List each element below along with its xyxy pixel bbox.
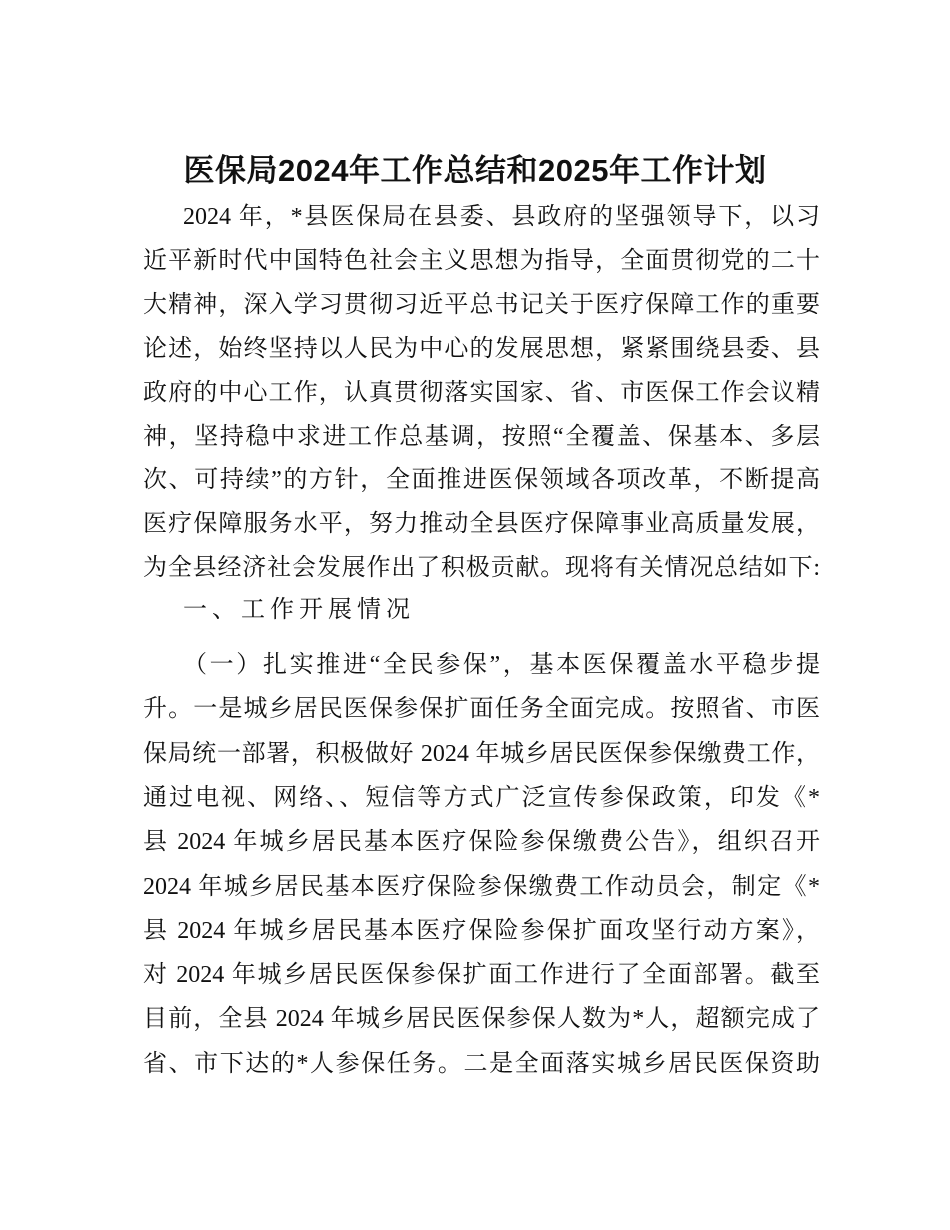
text-line: 县 2024 年城乡居民基本医疗保险参保缴费公告》，组织召开 [143, 829, 820, 855]
text-line: 保局统一部署，积极做好 2024 年城乡居民医保参保缴费工作， [143, 741, 820, 767]
text-line: 论述，始终坚持以人民为中心的发展思想，紧紧围绕县委、县 [143, 336, 820, 362]
text-line: 大精神，深入学习贯彻习近平总书记关于医疗保障工作的重要 [143, 292, 820, 318]
text-line: 医疗保障服务水平，努力推动全县医疗保障事业高质量发展， [143, 511, 820, 537]
text-line: 升。一是城乡居民医保参保扩面任务全面完成。按照省、市医 [143, 696, 820, 722]
text-line: 对 2024 年城乡居民医保参保扩面工作进行了全面部署。截至 [143, 962, 820, 988]
text-line: 通过电视、网络、、短信等方式广泛宣传参保政策，印发《* [143, 785, 820, 811]
text-line: 目前，全县 2024 年城乡居民医保参保人数为*人，超额完成了 [143, 1006, 820, 1032]
text-line: 为全县经济社会发展作出了积极贡献。现将有关情况总结如下: [143, 555, 820, 581]
document-title: 医保局2024年工作总结和2025年工作计划 [183, 153, 767, 188]
text-line: 2024 年，*县医保局在县委、县政府的坚强领导下，以习 [183, 204, 820, 230]
text-line: 县 2024 年城乡居民基本医疗保险参保扩面攻坚行动方案》， [143, 918, 820, 944]
text-line: 神，坚持稳中求进工作总基调，按照“全覆盖、保基本、多层 [143, 424, 820, 450]
text-line: 次、可持续”的方针，全面推进医保领域各项改革，不断提高 [143, 467, 820, 493]
text-line: 2024 年城乡居民基本医疗保险参保缴费工作动员会，制定《* [143, 874, 820, 900]
text-line: 近平新时代中国特色社会主义思想为指导，全面贯彻党的二十 [143, 248, 820, 274]
text-line: 政府的中心工作，认真贯彻落实国家、省、市医保工作会议精 [143, 380, 820, 406]
section-heading: 一、工作开展情况 [183, 597, 415, 623]
text-line: 省、市下达的*人参保任务。二是全面落实城乡居民医保资助 [143, 1051, 820, 1077]
text-line: （一）扎实推进“全民参保”，基本医保覆盖水平稳步提 [183, 652, 820, 678]
